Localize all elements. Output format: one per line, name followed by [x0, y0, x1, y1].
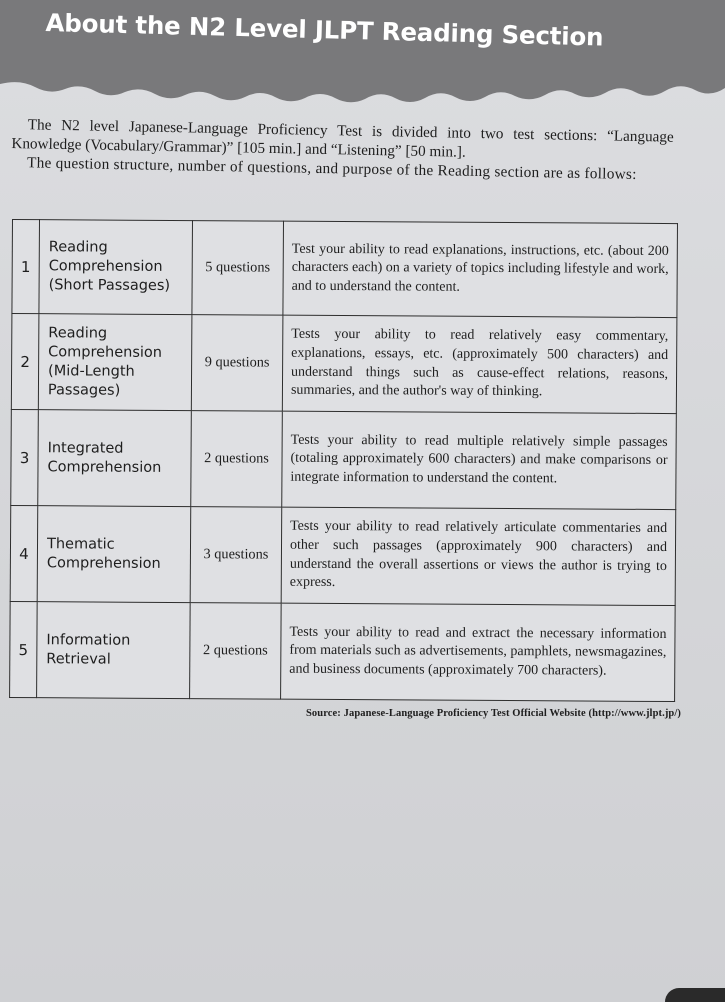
- question-type-line: (Short Passages): [48, 277, 171, 294]
- question-type-line: Comprehension: [48, 258, 163, 275]
- question-type-line: Thematic: [46, 535, 115, 553]
- reading-section-table: [9, 219, 678, 702]
- question-type: [38, 410, 192, 507]
- intro-paragraph-1: The N2 level Japanese-Language Proficiency Test is divided into two test sections: “Language Knowledge (Vocabulary/Grammar)” [105 min.] and “Listening” [50 min.].: [11, 116, 674, 161]
- question-count: 5 questions: [192, 221, 284, 316]
- intro-paragraph-2: The question structure, number of questions, and purpose of the Reading section are as follows:: [26, 154, 637, 184]
- question-type-line: Retrieval: [46, 650, 111, 668]
- row-number: 1: [12, 220, 40, 314]
- question-count: 2 questions: [190, 603, 282, 700]
- row-number: 4: [10, 505, 38, 601]
- question-type-line: Reading: [48, 239, 108, 256]
- question-type-line: (Mid-Length: [48, 362, 135, 380]
- page-title: About the N2 Level JLPT Reading Section: [45, 8, 604, 52]
- table-row: [11, 314, 677, 414]
- question-count: 3 questions: [190, 507, 282, 604]
- question-purpose: Tests your ability to read relatively articulate commentaries and other such passages (approximately 900 characters) and understand the overall assertions or views the author is trying to express.: [281, 507, 676, 605]
- table-row: [10, 505, 676, 605]
- intro-text: [11, 115, 674, 185]
- question-count: 2 questions: [191, 411, 283, 508]
- question-purpose: Tests your ability to read and extract the necessary information from materials such as advertisements, pamphlets, newsmagazines, and business documents (approximately 700 characters).: [281, 603, 676, 701]
- question-type-line: Reading: [48, 324, 108, 342]
- question-type: [38, 314, 192, 411]
- question-type-line: Information: [46, 631, 131, 649]
- question-type: [39, 220, 193, 315]
- question-purpose: Tests your ability to read multiple relatively simple passages (totaling approximately 600 characters) and make comparisons or integrate information to understand the content.: [282, 411, 677, 509]
- source-citation: Source: Japanese-Language Proficiency Test Official Website (http://www.jlpt.jp/): [305, 708, 681, 719]
- page-number-tab: [665, 988, 725, 1002]
- question-purpose: Test your ability to read explanations, instructions, etc. (about 200 characters each) on a variety of topics including lifestyle and work, and to understand the content.: [283, 221, 678, 317]
- row-number: 3: [11, 409, 39, 505]
- table-row: [11, 409, 677, 509]
- question-type: [37, 602, 191, 699]
- question-count: 9 questions: [191, 315, 283, 412]
- table-row: [12, 220, 678, 318]
- row-number: 2: [11, 314, 39, 410]
- question-type-line: Comprehension: [46, 554, 161, 572]
- question-type: [37, 506, 191, 603]
- question-type-line: Integrated: [47, 439, 124, 457]
- title-banner: [0, 0, 725, 112]
- question-type-line: Comprehension: [48, 343, 163, 361]
- question-type-line: Passages): [47, 381, 121, 399]
- row-number: 5: [10, 601, 38, 697]
- question-purpose: Tests your ability to read relatively easy commentary, explanations, essays, etc. (approximately 500 characters) and understand things such as cause-effect relations, reasons, summaries, and the author's way of thinking.: [282, 315, 677, 413]
- question-type-line: Comprehension: [47, 458, 162, 476]
- table-row: [10, 601, 676, 701]
